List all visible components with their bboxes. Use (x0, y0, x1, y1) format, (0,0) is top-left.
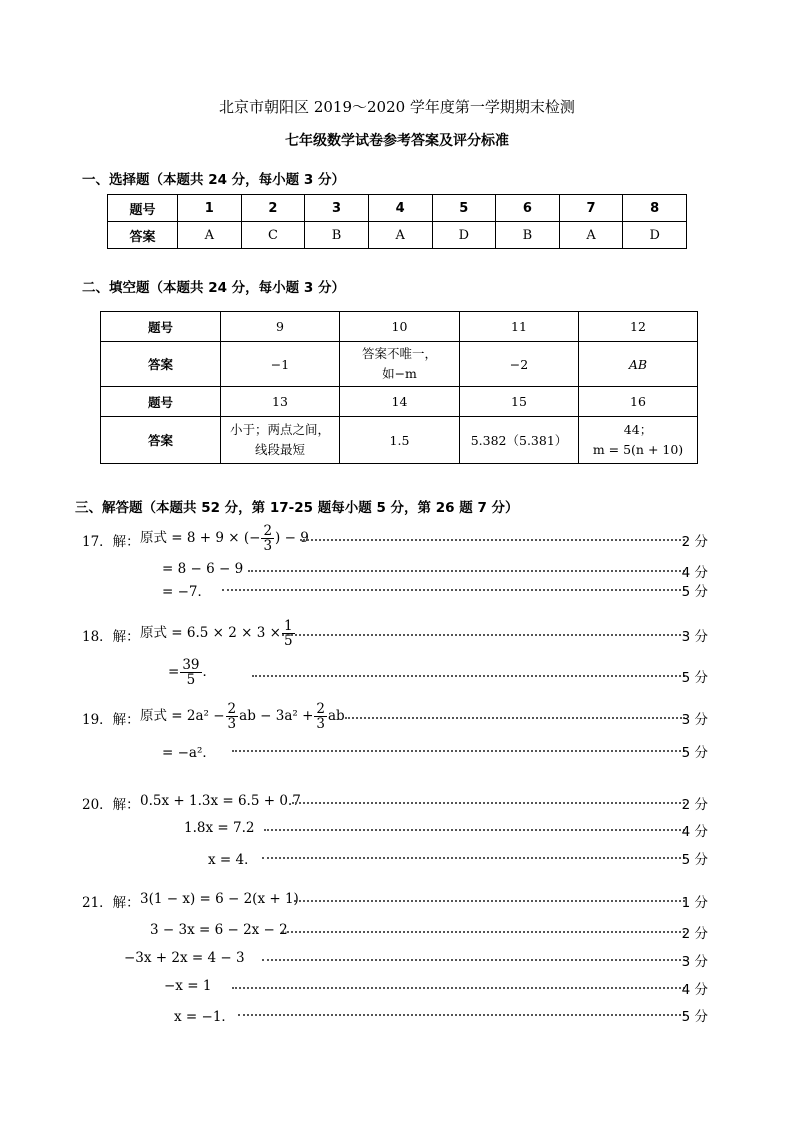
answer-cell: B (305, 222, 369, 249)
question-number: 14 (340, 387, 460, 417)
expr-part: 原式 = 6.5 × 2 × 3 × (140, 625, 281, 642)
math-expression: 3 − 3x = 6 − 2x − 2 (150, 922, 288, 938)
question-number: 1 (178, 195, 242, 222)
answer-cell: −2 (460, 342, 579, 387)
dotted-leader (264, 829, 685, 831)
answer-cell: A (368, 222, 432, 249)
question-label: 17．解： (82, 534, 140, 550)
dotted-leader (248, 570, 685, 572)
fraction (314, 702, 327, 731)
solution-line (0, 523, 794, 555)
row-label-question: 题号 (101, 387, 221, 417)
question-number: 3 (305, 195, 369, 222)
score-label: 2 分 (681, 797, 708, 813)
row-label-answer: 答案 (108, 222, 178, 249)
expr-part: ab (327, 708, 345, 725)
row-label-question: 题号 (108, 195, 178, 222)
math-expression: −x = 1 (164, 978, 212, 994)
score-label: 3 分 (681, 712, 708, 728)
dotted-leader (262, 959, 685, 961)
denominator: 5 (283, 633, 293, 650)
math-expression: = −a²． (162, 745, 216, 761)
fraction (226, 702, 239, 731)
question-number: 5 (432, 195, 496, 222)
question-number: 10 (340, 312, 460, 342)
table-row (108, 222, 687, 249)
solution-line (0, 950, 794, 972)
expr-part: = (168, 664, 180, 681)
solution-line (0, 741, 794, 763)
math-expression (168, 658, 216, 687)
answer-cell: C (241, 222, 305, 249)
table-row (101, 342, 698, 387)
score-label: 5 分 (681, 670, 708, 686)
math-expression: 1.8x = 7.2 (184, 820, 255, 836)
expr-part: ) − 9 (275, 530, 309, 547)
score-label: 2 分 (681, 534, 708, 550)
math-expression: = −7． (162, 584, 212, 600)
question-number: 7 (559, 195, 623, 222)
row-label-question: 题号 (101, 312, 221, 342)
denominator: 3 (263, 538, 273, 555)
document-title: 北京市朝阳区 2019～2020 学年度第一学期期末检测 (219, 98, 575, 116)
table-row (101, 417, 698, 464)
answer-cell: A (178, 222, 242, 249)
denominator: 3 (227, 716, 237, 733)
solution-line (0, 891, 794, 913)
score-label: 4 分 (681, 982, 708, 998)
question-number: 8 (623, 195, 687, 222)
document-subtitle: 七年级数学试卷参考答案及评分标准 (285, 133, 509, 149)
solution-line (0, 793, 794, 815)
math-expression: = 8 − 6 − 9 (162, 561, 244, 577)
numerator: 39 (182, 657, 200, 673)
table-row (108, 195, 687, 222)
score-label: 5 分 (681, 584, 708, 600)
score-label: 5 分 (681, 745, 708, 761)
dotted-leader (282, 634, 685, 636)
fraction (261, 524, 274, 553)
question-label: 18．解： (82, 629, 140, 645)
math-expression: 3(1 − x) = 6 − 2(x + 1) (140, 891, 299, 907)
dotted-leader (294, 900, 685, 902)
dotted-leader (345, 717, 685, 719)
math-expression: x = 4． (208, 852, 258, 868)
section-fill-heading: 二、填空题（本题共 24 分，每小题 3 分） (82, 280, 345, 296)
answer-cell: A (559, 222, 623, 249)
dotted-leader (232, 750, 685, 752)
denominator: 3 (316, 716, 325, 733)
solution-line (0, 580, 794, 602)
table-row (101, 387, 698, 417)
choice-answer-table (107, 194, 687, 249)
question-label: 21．解： (82, 895, 140, 911)
solution-line (0, 848, 794, 870)
solution-line (0, 922, 794, 944)
numerator: 2 (263, 523, 273, 539)
answer-cell: 1.5 (340, 417, 460, 464)
solution-line (0, 978, 794, 1000)
question-number: 9 (221, 312, 340, 342)
question-number: 6 (496, 195, 560, 222)
dotted-leader (262, 857, 685, 859)
math-expression: −3x + 2x = 4 − 3 (124, 950, 245, 966)
answer-cell: AB (579, 342, 698, 387)
question-number: 11 (460, 312, 579, 342)
dotted-leader (252, 675, 685, 677)
question-number: 16 (579, 387, 698, 417)
score-label: 3 分 (681, 629, 708, 645)
row-label-answer: 答案 (101, 417, 221, 464)
answer-cell: 44； m = 5(n + 10) (579, 417, 698, 464)
solution-line (0, 701, 794, 733)
question-number: 15 (460, 387, 579, 417)
expr-part: ． (202, 664, 216, 681)
section-solution-heading: 三、解答题（本题共 52 分，第 17-25 题每小题 5 分，第 26 题 7 分） (75, 500, 519, 516)
score-label: 5 分 (681, 1009, 708, 1025)
score-label: 3 分 (681, 954, 708, 970)
solution-line (0, 1005, 794, 1027)
score-label: 1 分 (681, 895, 708, 911)
dotted-leader (238, 1014, 685, 1016)
table-row (101, 312, 698, 342)
solution-line (0, 657, 794, 689)
question-number: 2 (241, 195, 305, 222)
solution-line (0, 618, 794, 650)
math-expression (140, 619, 296, 648)
dotted-leader (300, 539, 685, 541)
expr-part: 原式 = 8 + 9 × (− (140, 530, 261, 547)
math-expression: x = −1． (174, 1009, 235, 1025)
score-label: 2 分 (681, 926, 708, 942)
answer-cell: D (432, 222, 496, 249)
fill-answer-table (100, 311, 698, 464)
answer-cell: 5.382（5.381） (460, 417, 579, 464)
denominator: 5 (186, 672, 196, 689)
math-expression (140, 702, 345, 731)
answer-cell: 答案不唯一， 如−m (340, 342, 460, 387)
numerator: 2 (227, 701, 237, 717)
dotted-leader (232, 987, 685, 989)
dotted-leader (282, 931, 685, 933)
score-label: 4 分 (681, 565, 708, 581)
solution-line (0, 820, 794, 842)
score-label: 4 分 (681, 824, 708, 840)
fraction (180, 658, 201, 687)
row-label-answer: 答案 (101, 342, 221, 387)
answer-cell: D (623, 222, 687, 249)
dotted-leader (222, 589, 685, 591)
numerator: 2 (316, 701, 325, 717)
section-choice-heading: 一、选择题（本题共 24 分，每小题 3 分） (82, 172, 345, 188)
math-expression: 0.5x + 1.3x = 6.5 + 0.7 (140, 793, 301, 809)
question-number: 12 (579, 312, 698, 342)
answer-cell: −1 (221, 342, 340, 387)
question-label: 20．解： (82, 797, 140, 813)
math-expression (140, 524, 309, 553)
answer-cell: 小于；两点之间， 线段最短 (221, 417, 340, 464)
question-number: 4 (368, 195, 432, 222)
expr-part: 原式 = 2a² − (140, 708, 225, 725)
answer-cell: B (496, 222, 560, 249)
expr-part: ab − 3a² + (239, 708, 314, 725)
numerator: 1 (283, 618, 293, 634)
score-label: 5 分 (681, 852, 708, 868)
question-label: 19．解： (82, 712, 140, 728)
dotted-leader (292, 802, 685, 804)
question-number: 13 (221, 387, 340, 417)
